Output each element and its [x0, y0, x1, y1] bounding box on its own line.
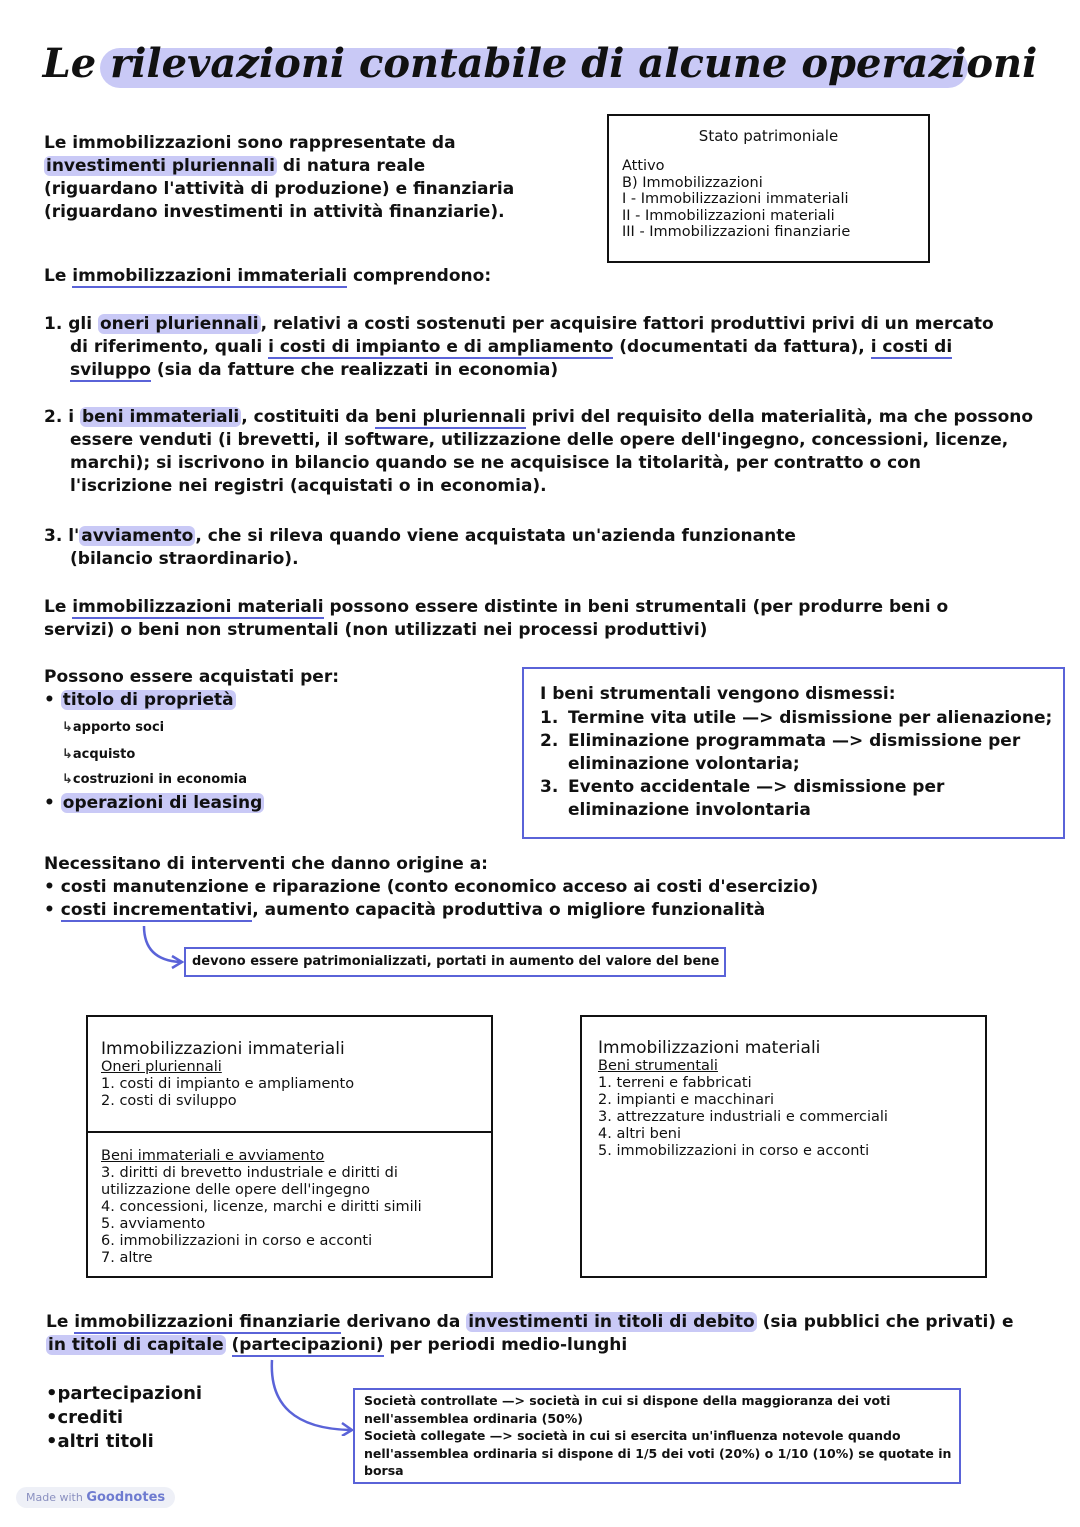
box-line: Attivo: [622, 158, 665, 174]
table-line: 5. immobilizzazioni in corso e acconti: [598, 1143, 870, 1159]
table-title: Immobilizzazioni immateriali: [101, 1039, 345, 1059]
stato-patrimoniale-box: [607, 114, 930, 263]
text-line: l'iscrizione nei registri (acquistati o in economia).: [70, 476, 547, 496]
list-item: costi manutenzione e riparazione (conto economico acceso ai costi d'esercizio): [60, 877, 819, 897]
connector-arrow: [130, 920, 190, 970]
item-beni-immateriali: [44, 406, 1039, 498]
item-number: 2.: [540, 731, 559, 751]
item-avviamento: [44, 525, 1039, 571]
text: Le: [44, 266, 73, 286]
text: , aumento capacità produttiva o migliore funzionalità: [252, 900, 766, 920]
note-text: devono essere patrimonializzati, portati in aumento del valore del bene: [192, 954, 720, 969]
arrow-icon: ↳: [62, 772, 73, 787]
table-line: 1. costi di impianto e ampliamento: [101, 1076, 355, 1092]
text: 3. l': [44, 526, 80, 546]
text: possono essere distinte in beni strumentali (per produrre beni o: [323, 597, 949, 617]
arrow-icon: ↳: [62, 720, 73, 735]
text: privi del requisito della materialità, ma che possono: [525, 407, 1034, 427]
table-line: 3. attrezzature industriali e commerciali: [598, 1109, 888, 1125]
text-line: (bilancio straordinario).: [70, 549, 299, 569]
badge-prefix: Made with: [26, 1491, 83, 1504]
interventi-list: Necessitano di interventi che danno origine a: • costi manutenzione e riparazione (conto economico acceso ai costi d'esercizio) • costi incrementativi, aumento capacità produttiva o migliore funzionalità: [44, 853, 1039, 922]
box-line: I - Immobilizzazioni immateriali: [622, 191, 849, 207]
highlight: oneri pluriennali: [99, 314, 259, 334]
underlined-term: i costi di: [870, 337, 953, 357]
intro-line: [44, 155, 604, 178]
page-title: Le rilevazioni contabile di alcune operazioni: [42, 40, 1038, 87]
sub-item: apporto soci: [72, 720, 165, 735]
highlight: in titoli di capitale: [48, 1335, 224, 1355]
highlight: investimenti pluriennali: [46, 156, 276, 176]
text: [226, 1335, 232, 1355]
text: , costituiti da: [241, 407, 375, 427]
finanziarie-paragraph: [46, 1311, 1046, 1357]
section-label: Beni strumentali: [598, 1058, 718, 1074]
sub-item: costruzioni in economia: [72, 772, 248, 787]
note-line: borsa: [364, 1463, 404, 1478]
immateriali-heading: [44, 265, 491, 288]
immateriali-table: [86, 1015, 493, 1278]
table-divider: [88, 1131, 491, 1133]
text: (sia da fatture che realizzati in economia): [150, 360, 559, 380]
intro-line: (riguardano l'attività di produzione) e finanziaria: [44, 179, 515, 199]
intro-line: (riguardano investimenti in attività finanziarie).: [44, 202, 505, 222]
text-line: essere venduti (i brevetti, il software, utilizzazione delle opere dell'ingegno, concessioni, licenze,: [70, 430, 1009, 450]
connector-arrow: [258, 1356, 358, 1436]
text: comprendono:: [347, 266, 492, 286]
table-line: 4. altri beni: [598, 1126, 681, 1142]
box-line: B) Immobilizzazioni: [622, 174, 763, 191]
interventi-note-box: [184, 947, 726, 977]
underlined-term: immobilizzazioni immateriali: [72, 266, 348, 286]
item-text: eliminazione volontaria;: [568, 754, 800, 774]
table-title: Immobilizzazioni materiali: [598, 1038, 821, 1058]
list-heading: Possono essere acquistati per:: [44, 667, 340, 687]
item-text: Eliminazione programmata —> dismissione per: [568, 731, 1021, 751]
text: per periodi medio-lunghi: [383, 1335, 628, 1355]
text: Le: [44, 597, 73, 617]
box-lines: [622, 158, 928, 241]
text-line: marchi); si iscrivono in bilancio quando se ne acquisisce la titolarità, per contratto o con: [70, 453, 921, 473]
dismissione-box: [522, 667, 1065, 839]
acquisto-list: Possono essere acquistati per: • titolo di proprietà ↳apporto soci ↳acquisto ↳costruzioni in economia • operazioni di leasing: [44, 666, 504, 815]
text: di natura reale: [277, 156, 426, 176]
table-line: utilizzazione delle opere dell'ingegno: [101, 1182, 370, 1198]
table-line: 2. costi di sviluppo: [101, 1093, 237, 1109]
highlight: avviamento: [81, 526, 194, 546]
underlined-term: costi incrementativi: [60, 900, 253, 920]
box-heading: I beni strumentali vengono dismessi:: [540, 684, 896, 704]
text: (sia pubblici che privati) e: [756, 1312, 1014, 1332]
sub-item: acquisto: [72, 747, 136, 762]
underlined-term: i costi di impianto e di ampliamento: [268, 337, 614, 357]
text: (documentati da fattura),: [613, 337, 871, 357]
section-label: Oneri pluriennali: [101, 1059, 222, 1075]
underlined-term: (partecipazioni): [231, 1335, 384, 1355]
arrow-icon: ↳: [62, 747, 73, 762]
partecipazioni-note-box: [353, 1388, 961, 1484]
badge-brand: Goodnotes: [86, 1490, 166, 1505]
note-line: Società controllate —> società in cui si dispone della maggioranza dei voti: [364, 1393, 891, 1408]
table-line: 1. terreni e fabbricati: [598, 1075, 752, 1091]
materiali-paragraph: [44, 596, 1039, 642]
highlight: operazioni di leasing: [62, 793, 263, 813]
intro-paragraph: [44, 132, 604, 224]
underlined-term: immobilizzazioni finanziarie: [74, 1312, 341, 1332]
item-text: eliminazione involontaria: [568, 800, 811, 820]
list-item: •crediti: [46, 1407, 124, 1428]
item-number: 1.: [540, 708, 559, 728]
underlined-term: beni pluriennali: [374, 407, 526, 427]
highlight: titolo di proprietà: [62, 690, 234, 710]
box-line: III - Immobilizzazioni finanziarie: [622, 224, 851, 240]
intro-line: Le immobilizzazioni sono rappresentate da: [44, 133, 456, 153]
goodnotes-badge: [16, 1487, 175, 1508]
list-heading: Necessitano di interventi che danno origine a:: [44, 854, 488, 874]
list-item: •altri titoli: [46, 1431, 154, 1452]
highlight: beni immateriali: [81, 407, 240, 427]
text: , relativi a costi sostenuti per acquisire fattori produttivi privi di un mercato: [260, 314, 994, 334]
item-oneri: [44, 313, 1039, 382]
note-line: Società collegate —> società in cui si esercita un'influenza notevole quando: [364, 1428, 901, 1443]
note-line: nell'assemblea ordinaria (50%): [364, 1410, 583, 1426]
box-line: II - Immobilizzazioni materiali: [622, 207, 835, 224]
text-line: servizi) o beni non strumentali (non utilizzati nei processi produttivi): [44, 620, 708, 640]
text: derivano da: [340, 1312, 467, 1332]
list-item: •partecipazioni: [46, 1383, 203, 1404]
section-label: Beni immateriali e avviamento: [101, 1148, 325, 1164]
note-line: nell'assemblea ordinaria si dispone di 1/5 dei voti (20%) o 1/10 (10%) se quotate in: [364, 1445, 952, 1461]
text: Le: [46, 1312, 75, 1332]
text: 1. gli: [44, 314, 98, 334]
underlined-term: immobilizzazioni materiali: [72, 597, 324, 617]
text: di riferimento, quali: [70, 337, 269, 357]
table-line: 4. concessioni, licenze, marchi e diritti simili: [101, 1199, 422, 1215]
box-title: Stato patrimoniale: [698, 127, 839, 145]
item-text: Evento accidentale —> dismissione per: [568, 777, 945, 797]
table-line: 2. impianti e macchinari: [598, 1092, 774, 1108]
item-text: Termine vita utile —> dismissione per alienazione;: [568, 708, 1053, 728]
text: 2. i: [44, 407, 80, 427]
table-line: 7. altre: [101, 1250, 153, 1266]
table-line: 6. immobilizzazioni in corso e acconti: [101, 1233, 373, 1249]
underlined-term: sviluppo: [70, 360, 151, 380]
materiali-table: [580, 1015, 987, 1278]
text: , che si rileva quando viene acquistata un'azienda funzionante: [195, 526, 796, 546]
item-number: 3.: [540, 777, 559, 797]
finanziarie-list: [46, 1382, 202, 1454]
table-line: 5. avviamento: [101, 1216, 206, 1232]
table-line: 3. diritti di brevetto industriale e diritti di: [101, 1165, 398, 1181]
highlight: investimenti in titoli di debito: [468, 1312, 755, 1332]
